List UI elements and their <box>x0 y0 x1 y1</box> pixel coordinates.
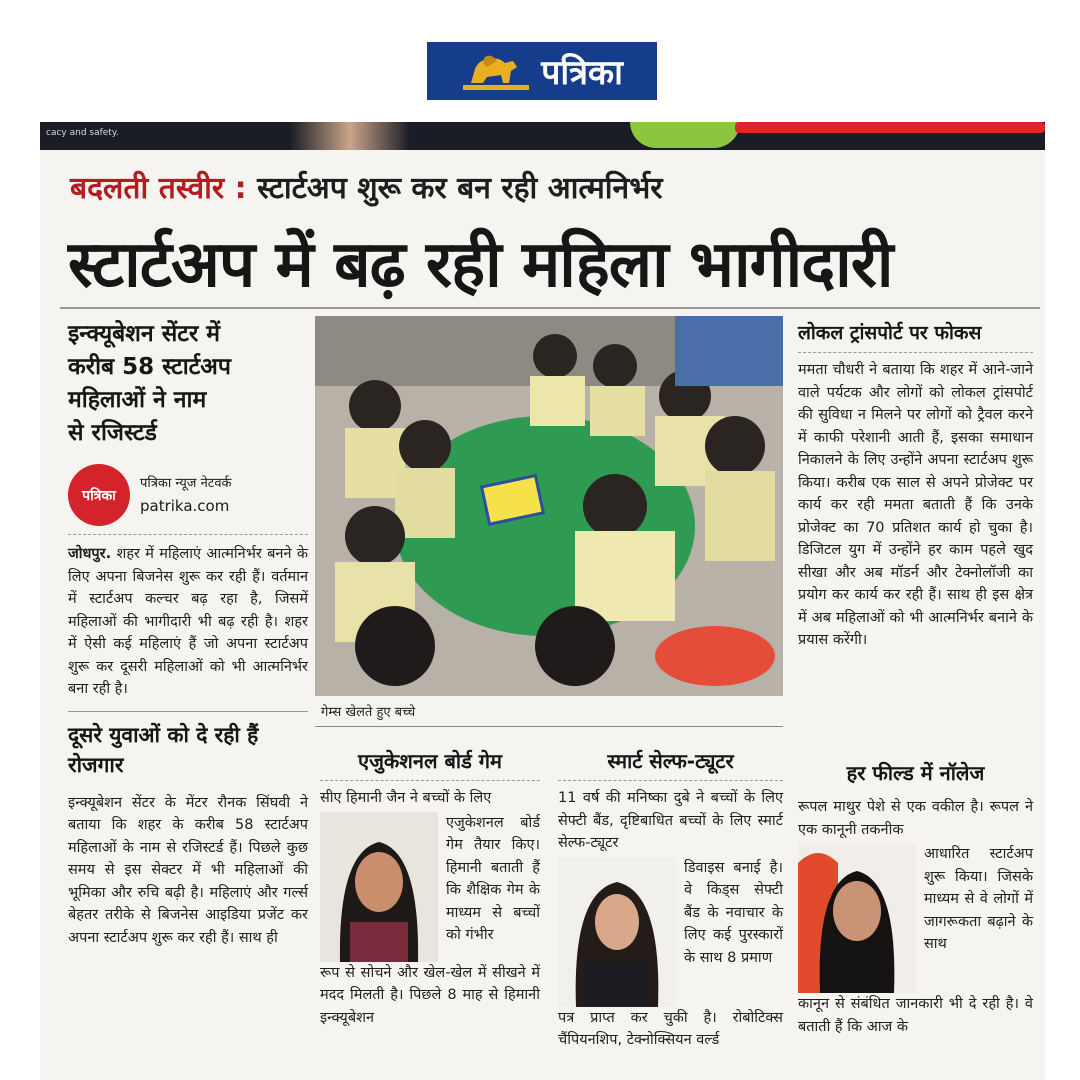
ad-strip <box>40 122 1045 150</box>
patrika-badge: पत्रिका <box>68 464 130 526</box>
intro-text: शहर में महिलाएं आत्मनिर्भर बनने के लिए अपना बिजनेस शुरू कर रही हैं। वर्तमान में स्टार्टअप कल्चर बढ़ रहा है, जिसमें महिलाओं की भागीदारी भी बढ़ रही है। शहर में ऐसी कई महिलाएं हैं जो अपना स्टार्टअप शुरू कर दूसरी महिलाओं को भी आत्मनिर्भर बना रही है। <box>68 546 308 697</box>
photo-caption: गेम्स खेलते हुए बच्चे <box>321 705 416 720</box>
self-tutor-text-side: डिवाइस बनाई है। वे किड्स सेफ्टी बैंड के नवाचार के लिए कई पुरस्कारों के साथ 8 प्रमाण <box>684 859 783 966</box>
byline-agency: पत्रिका न्यूज नेटवर्क <box>140 476 232 491</box>
divider <box>315 726 783 727</box>
ad-strip-red-bar <box>735 122 1045 133</box>
masthead-brand: पत्रिका <box>541 53 623 93</box>
subheadline-line: महिलाओं ने नाम <box>68 387 207 413</box>
knowledge-heading: हर फील्ड में नॉलेज <box>846 761 985 785</box>
kicker-separator: : <box>234 171 247 206</box>
kicker <box>70 166 663 207</box>
himani-portrait <box>320 812 438 962</box>
board-game-text-side: एजुकेशनल बोर्ड गेम तैयार किए। हिमानी बताती हैं कि शैक्षिक गेम के माध्यम से बच्चों को गंभीर <box>446 814 540 943</box>
subheadline-line: से रजिस्टर्ड <box>68 420 157 446</box>
ad-strip-text: cacy and safety. <box>46 128 119 138</box>
right-column <box>798 318 1033 652</box>
section-employment-heading: दूसरे युवाओं को दे रही हैं रोजगार <box>68 722 259 777</box>
manishka-portrait <box>558 857 676 1007</box>
byline-site: patrika.com <box>140 497 230 515</box>
knowledge-text-bottom: कानून से संबंधित जानकारी भी दे रही है। वे बताती हैं कि आज के <box>798 996 1033 1035</box>
newspaper-page <box>40 122 1045 1080</box>
section-employment-text: इन्क्यूबेशन सेंटर के मेंटर रौनक सिंघवी ने बताया कि शहर के करीब 58 स्टार्टअप महिलाओं के नाम से रजिस्टर्ड हैं। पिछले कुछ समय से इस सेक्टर में भी महिलाओं की भूमिका और रुचि बढ़ी है। महिलाएं और गर्ल्स बेहतर तरीके से बिजनेस आइडिया प्रजेंट कर अपना स्टार्टअप शुरू कर रही हैं। साथ ही <box>68 794 308 946</box>
left-column <box>68 318 308 949</box>
ad-strip-green-shape <box>630 122 740 148</box>
children-playing-photo <box>315 316 783 696</box>
rupal-portrait <box>798 843 916 993</box>
self-tutor-text-bottom: पत्र प्राप्त कर चुकी है। रोबोटिक्स चैंपियनशिप, टेक्नोक्सियन वर्ल्ड <box>558 1009 783 1048</box>
board-game-wrap <box>320 812 540 962</box>
board-game-heading: एजुकेशनल बोर्ड गेम <box>320 746 540 781</box>
knowledge-wrap <box>798 843 1033 993</box>
self-tutor-heading: स्मार्ट सेल्फ-ट्यूटर <box>558 746 783 781</box>
transport-text: ममता चौधरी ने बताया कि शहर में आने-जाने वाले पर्यटक और लोगों को लोकल ट्रांसपोर्ट की सुविधा न मिलने पर लोगों को ट्रैवल करने में काफी परेशानी आती हैं, इसका समाधान निकालने के लिए उन्होंने अपना स्टार्टअप शुरू किया। करीब एक साल से अपने प्रोजेक्ट पर कार्य कर रही ममता बताती हैं कि उनके प्रोजेक्ट का 70 प्रतिशत कार्य हो चुका है। डिजिटल युग में उन्होंने हर काम पहले खुद सीखा और अब मॉडर्न और टेक्नोलॉजी का प्रयोग कर कार्य कर रही हैं। साथ ही इस क्षेत्र में अब महिलाओं को भी आत्मनिर्भर बनाने के प्रयास करेंगी। <box>798 362 1033 648</box>
knowledge-column <box>798 758 1033 1038</box>
intro-paragraph <box>68 543 308 701</box>
byline-meta <box>140 473 232 517</box>
self-tutor-wrap <box>558 857 783 1007</box>
kicker-text: स्टार्टअप शुरू कर बन रही आत्मनिर्भर <box>257 171 663 206</box>
byline <box>68 464 308 535</box>
self-tutor-text-top: 11 वर्ष की मनिष्का दुबे ने बच्चों के लिए सेफ्टी बैंड, दृष्टिबाधित बच्चों के लिए स्मार्ट सेल्फ-ट्यूटर <box>558 790 783 851</box>
divider <box>60 307 1040 309</box>
board-game-column <box>320 746 540 1029</box>
kicker-label: बदलती तस्वीर <box>70 171 225 206</box>
self-tutor-column <box>558 746 783 1052</box>
lion-icon <box>461 49 531 93</box>
main-photo <box>315 316 783 696</box>
subheadline-line: इन्क्यूबेशन सेंटर में <box>68 321 221 347</box>
masthead <box>427 42 657 100</box>
headline: स्टार्टअप में बढ़ रही महिला भागीदारी <box>68 228 893 302</box>
subheadline <box>68 318 308 450</box>
knowledge-text-top: रूपल माथुर पेशे से एक वकील है। रूपल ने एक कानूनी तकनीक <box>798 799 1033 838</box>
transport-heading: लोकल ट्रांसपोर्ट पर फोकस <box>798 318 1033 353</box>
ad-strip-photo <box>290 122 410 150</box>
dateline: जोधपुर. <box>68 546 112 562</box>
board-game-text-bottom: रूप से सोचने और खेल-खेल में सीखने में मदद मिलती है। पिछले 8 माह से हिमानी इन्क्यूबेशन <box>320 964 540 1026</box>
section-employment <box>68 711 308 950</box>
subheadline-line: करीब 58 स्टार्टअप <box>68 354 231 380</box>
board-game-text-top: सीए हिमानी जैन ने बच्चों के लिए <box>320 790 492 806</box>
knowledge-text-side: आधारित स्टार्टअप शुरू किया। जिसके माध्यम से वे लोगों में जागरूकता बढ़ाने के साथ <box>924 846 1033 952</box>
